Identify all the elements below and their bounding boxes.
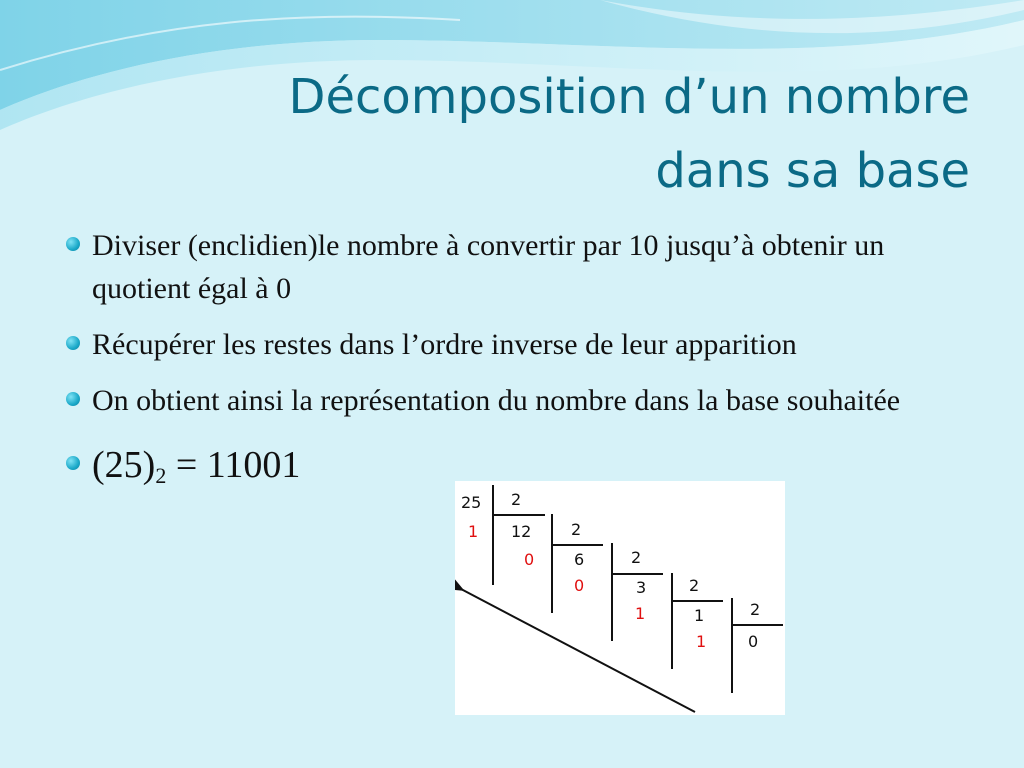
remainder: 0 <box>524 550 535 569</box>
divisor: 2 <box>750 600 761 619</box>
quotient: 1 <box>694 606 705 625</box>
title-line-2: dans sa base <box>655 143 970 199</box>
result-base-subscript: 2 <box>155 463 167 488</box>
bullet-dot-icon <box>66 237 80 251</box>
bullet-dot-icon <box>66 336 80 350</box>
bullet-item <box>64 379 964 422</box>
result-suffix: = 11001 <box>166 444 301 486</box>
bullet-item <box>64 323 964 366</box>
remainder: 1 <box>635 604 646 623</box>
quotient: 6 <box>574 550 585 569</box>
title-line-1: Décomposition d’un nombre <box>288 69 970 125</box>
slide-title <box>70 60 970 208</box>
remainder: 1 <box>696 632 707 651</box>
quotient: 3 <box>636 578 647 597</box>
bullet-dot-icon <box>66 456 80 470</box>
division-diagram-svg <box>455 481 785 715</box>
quotient: 12 <box>511 522 532 541</box>
divisor: 2 <box>571 520 582 539</box>
bullet-text: Diviser (enclidien)le nombre à convertir par 10 jusqu’à obtenir un quotient égal à 0 <box>92 229 885 305</box>
bullet-dot-icon <box>66 392 80 406</box>
bullet-text: Récupérer les restes dans l’ordre inverse de leur apparition <box>92 328 797 361</box>
divisor: 2 <box>689 576 700 595</box>
bullet-item <box>64 224 964 310</box>
bullet-text: On obtient ainsi la représentation du nombre dans la base souhaitée <box>92 384 901 417</box>
remainder: 0 <box>574 576 585 595</box>
divisor: 2 <box>511 490 522 509</box>
reading-direction-arrow-icon <box>461 589 695 712</box>
dividend: 25 <box>461 493 482 512</box>
bullet-list <box>64 224 964 519</box>
divisor: 2 <box>631 548 642 567</box>
quotient: 0 <box>748 632 759 651</box>
result-prefix: (25) <box>92 444 156 486</box>
division-diagram <box>455 481 785 715</box>
remainder: 1 <box>468 522 479 541</box>
